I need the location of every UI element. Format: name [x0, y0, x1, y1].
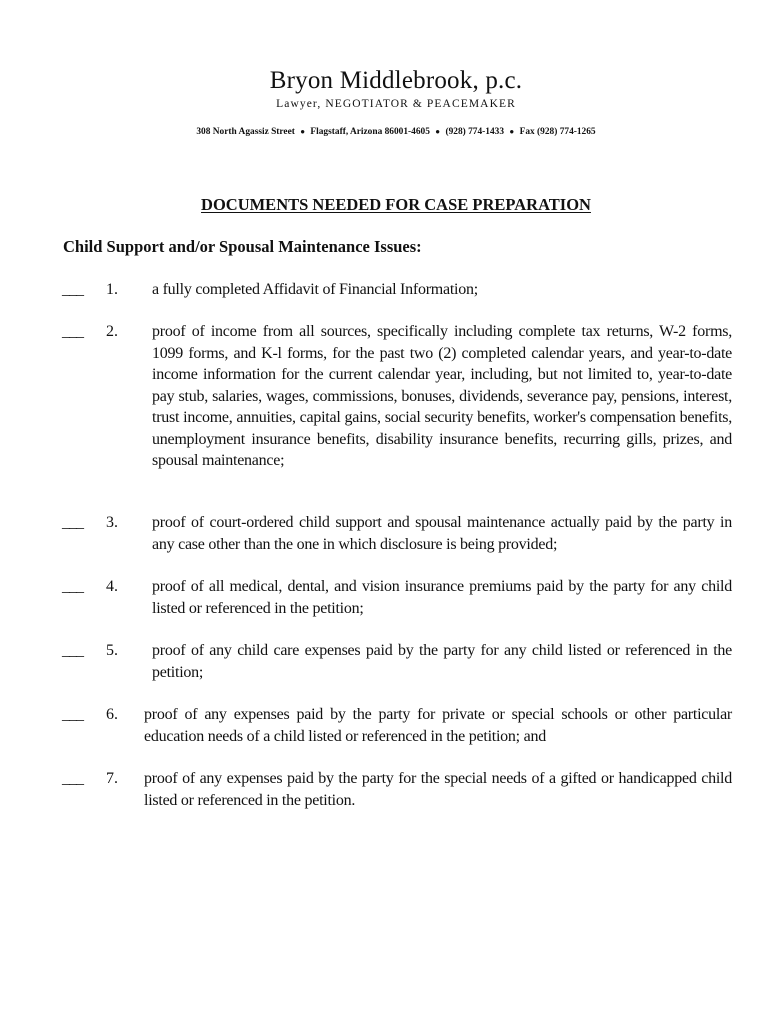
item-number: 5.	[106, 642, 118, 659]
item-text: proof of court-ordered child support and spousal maintenance actually paid by the party in any case other than the one in which disclosure is being provided;	[152, 514, 732, 553]
checkbox-blank[interactable]: ___	[62, 281, 83, 298]
bullet-separator: ●	[435, 127, 441, 136]
checkbox-blank[interactable]: ___	[62, 514, 83, 531]
item-number: 3.	[106, 514, 118, 531]
checkbox-blank[interactable]: ___	[62, 323, 83, 340]
item-number: 1.	[106, 281, 118, 298]
item-number: 6.	[106, 706, 118, 723]
item-text: proof of any expenses paid by the party for the special needs of a gifted or handicapped child listed or referenced in the petition.	[144, 770, 732, 809]
item-number: 7.	[106, 770, 118, 787]
checkbox-blank[interactable]: ___	[62, 642, 83, 659]
city-state-zip: Flagstaff, Arizona 86001-4605	[310, 127, 430, 137]
section-heading: Child Support and/or Spousal Maintenance Issues:	[63, 237, 422, 256]
item-number: 4.	[106, 578, 118, 595]
checkbox-blank[interactable]: ___	[62, 706, 83, 723]
bullet-separator: ●	[509, 127, 515, 136]
fax-number: Fax (928) 774-1265	[519, 127, 596, 137]
item-text: proof of any child care expenses paid by the party for any child listed or referenced in the petition;	[152, 642, 732, 681]
item-text: a fully completed Affidavit of Financial Information;	[152, 281, 478, 298]
checkbox-blank[interactable]: ___	[62, 578, 83, 595]
checkbox-blank[interactable]: ___	[62, 770, 83, 787]
bullet-separator: ●	[300, 127, 306, 136]
street-address: 308 North Agassiz Street	[196, 127, 295, 137]
item-number: 2.	[106, 323, 118, 340]
item-text: proof of all medical, dental, and vision insurance premiums paid by the party for any child listed or referenced in the petition;	[152, 578, 732, 617]
item-text: proof of any expenses paid by the party for private or special schools or other particular education needs of a child listed or referenced in the petition; and	[144, 706, 732, 745]
firm-address-line	[0, 125, 770, 139]
document-title: DOCUMENTS NEEDED FOR CASE PREPARATION	[201, 195, 591, 214]
firm-name: Bryon Middlebrook, p.c.	[269, 67, 523, 94]
phone-number: (928) 774-1433	[445, 127, 505, 137]
firm-tagline: Lawyer, NEGOTIATOR & PEACEMAKER	[276, 98, 516, 110]
item-text: proof of income from all sources, specifically including complete tax returns, W-2 forms, 1099 forms, and K-l forms, for the past two (2) completed calendar years, and year-to-date income information for the current calendar year, including, but not limited to, year-to-date pay stub, salaries, wages, commissions, bonuses, dividends, severance pay, pensions, interest, trust income, annuities, capital gains, social security benefits, worker's compensation benefits, unemployment insurance benefits, disability insurance benefits, recurring gills, prizes, and spousal maintenance;	[152, 323, 732, 469]
